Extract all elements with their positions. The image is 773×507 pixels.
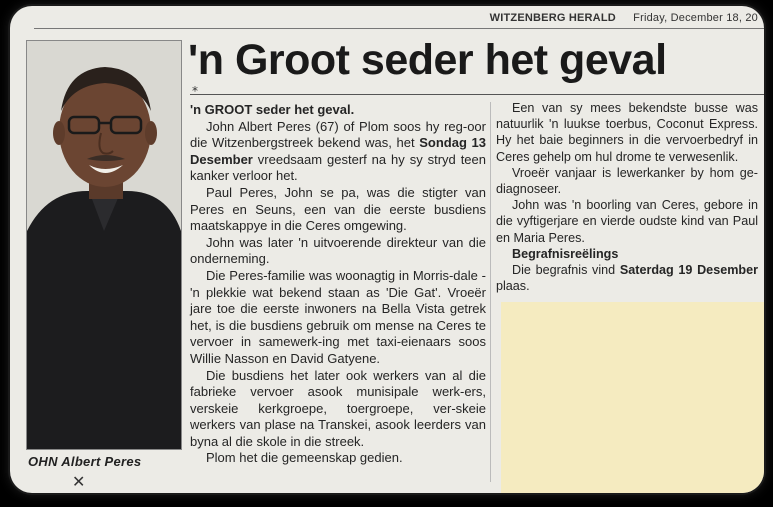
photo-caption: OHN Albert Peres xyxy=(28,454,142,469)
portrait-photo xyxy=(26,40,182,450)
paragraph-3: John was later 'n uitvoerende direkteur van die onderneming. xyxy=(190,234,486,267)
funeral-date: Saterdag 19 Desember xyxy=(619,263,758,278)
newspaper-clipping xyxy=(10,6,764,493)
paragraph-6: Plom het die gemeenskap gedien. xyxy=(206,450,403,466)
article-kicker: 'n GROOT seder het geval. xyxy=(190,102,355,117)
headline: 'n Groot seder het geval xyxy=(188,36,667,84)
paragraph-5: Die busdiens het later ook werkers van al die fabrieke vervoer asook munisipale werk-ers, verskeie kerkgroepe, toergroepe, ver-skeie werkers van plase na Transkei, asook leerders van byna al die skole in die streek. xyxy=(190,367,486,449)
paragraph-2: Paul Peres, John se pa, was die stigter van Peres en Seuns, een van die eerste busdiens maatskappye in die Ceres omgewing. xyxy=(190,184,486,234)
paragraph-1 xyxy=(190,119,486,185)
paragraph-10 xyxy=(496,262,758,294)
paragraph-1-date: Sondag 13 Desember xyxy=(190,135,486,167)
article-column-1 xyxy=(190,102,486,467)
masthead-rule xyxy=(34,28,764,29)
publication-name: WITZENBERG HERALD xyxy=(489,12,616,24)
column-divider xyxy=(490,102,491,482)
paragraph-7: Een van sy mees bekendste busse was natuurlik 'n luukse toerbus, Coconut Express. Hy het baie beginners in die vervoerbedryf in Ceres gehelp om hul drome te verwesenlik. xyxy=(496,101,758,164)
paragraph-9: John was 'n boorling van Ceres, gebore in die vyftigerjare en vierde oudste kind van Paul en Maria Peres. xyxy=(496,198,758,245)
highlight-box xyxy=(501,302,764,493)
issue-date: Friday, December 18, 20 xyxy=(633,12,758,24)
pen-mark-icon: ✕ xyxy=(72,472,86,491)
paragraph-1-text-b: vreedsaam gesterf na hy sy stryd teen kanker verloor het. xyxy=(190,151,486,184)
paragraph-8: Vroeër vanjaar is lewerkanker by hom ge-diagnoseer. xyxy=(496,165,758,197)
paragraph-1-text-a: John Albert Peres (67) of Plom soos hy reg-oor die Witzenbergstreek bekend was, het xyxy=(190,118,486,151)
funeral-subhead: Begrafnisreëlings xyxy=(512,246,619,261)
article-column-2 xyxy=(496,100,758,294)
paragraph-10-text-a: Die begrafnis vind xyxy=(512,263,620,278)
headline-rule xyxy=(190,94,764,95)
asterisk-mark-icon: * xyxy=(192,84,198,98)
masthead xyxy=(10,12,764,28)
paragraph-10-text-b: plaas. xyxy=(496,279,530,294)
paragraph-4: Die Peres-familie was woonagtig in Morris-dale - 'n plekkie wat bekend staan as 'Die Gat'. Vroeër jare toe die eerste inwoners na Bella Vista getrek het, is die busdiens gebruik om mense na Ceres te vervoer in samewerk-ing met taxi-eienaars soos Willie Nasson en David Gatyene. xyxy=(190,267,486,366)
